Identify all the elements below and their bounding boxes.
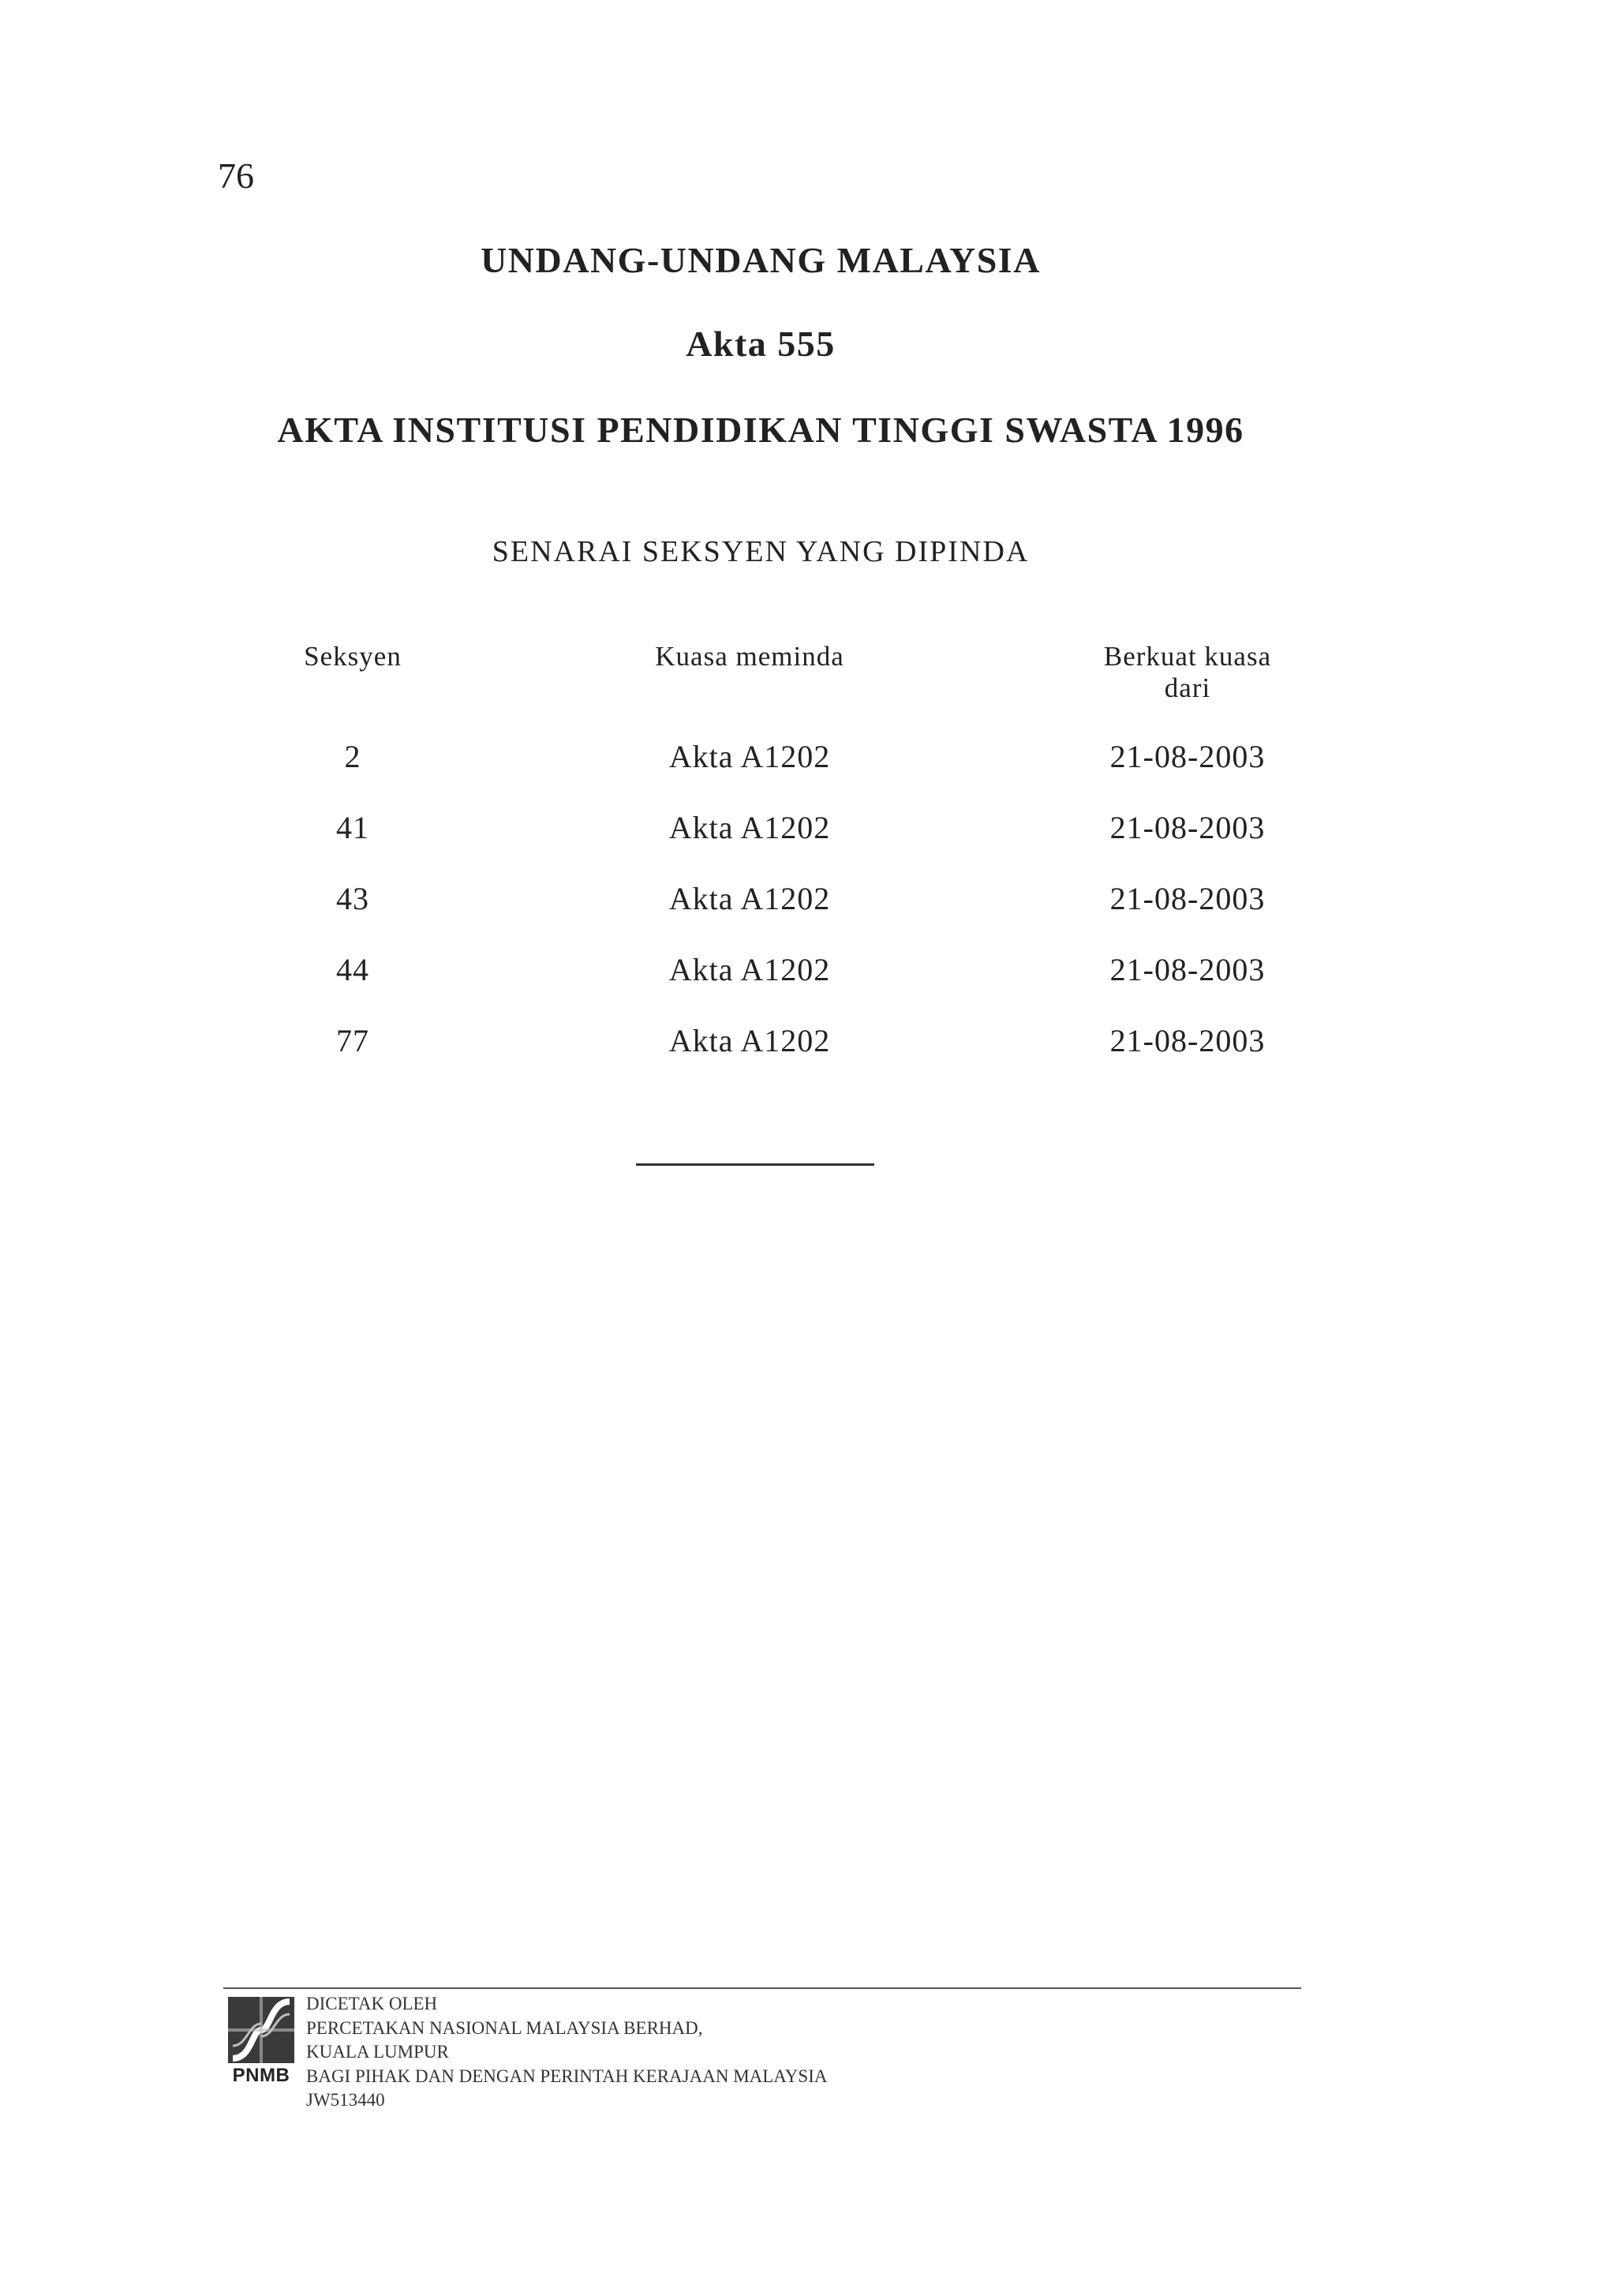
- section-cell: 2: [344, 739, 361, 774]
- column-header-section: Seksyen: [304, 641, 402, 672]
- printer-imprint: [306, 1992, 827, 2113]
- act-name: AKTA INSTITUSI PENDIDIKAN TINGGI SWASTA 1996: [277, 410, 1244, 450]
- column-header-in-force-from: [1073, 641, 1302, 704]
- pnmb-emblem-icon: [228, 1997, 294, 2063]
- end-of-table-divider: [636, 1163, 874, 1166]
- table-row: [0, 1025, 1616, 1073]
- column-header-in-force-from-line1: Berkuat kuasa: [1103, 641, 1272, 672]
- section-cell: 77: [336, 1023, 369, 1058]
- imprint-line: KUALA LUMPUR: [306, 2042, 449, 2062]
- table-row: [0, 883, 1616, 931]
- table-row: [0, 954, 1616, 1002]
- amending-authority-cell: Akta A1202: [668, 1023, 831, 1058]
- imprint-line: BAGI PIHAK DAN DENGAN PERINTAH KERAJAAN MALAYSIA: [306, 2066, 828, 2086]
- law-title: UNDANG-UNDANG MALAYSIA: [481, 240, 1041, 280]
- in-force-date-cell: 21-08-2003: [1109, 739, 1266, 774]
- column-header-in-force-from-line2: dari: [1164, 672, 1211, 703]
- section-cell: 43: [336, 881, 369, 916]
- page-number: 76: [218, 155, 254, 196]
- act-number: Akta 555: [686, 324, 836, 364]
- pnmb-logo: [225, 1997, 297, 2088]
- in-force-date-cell: 21-08-2003: [1109, 810, 1266, 845]
- amending-authority-cell: Akta A1202: [668, 810, 831, 845]
- section-cell: 44: [336, 952, 369, 987]
- amending-authority-cell: Akta A1202: [668, 952, 831, 987]
- imprint-code: JW513440: [306, 2090, 385, 2110]
- table-row: [0, 812, 1616, 860]
- footer-divider: [223, 1987, 1301, 1989]
- in-force-date-cell: 21-08-2003: [1109, 881, 1266, 916]
- imprint-line: DICETAK OLEH: [306, 1994, 438, 2013]
- amending-authority-cell: Akta A1202: [668, 881, 831, 916]
- imprint-line: PERCETAKAN NASIONAL MALAYSIA BERHAD,: [306, 2017, 703, 2038]
- in-force-date-cell: 21-08-2003: [1109, 952, 1266, 987]
- column-header-amending-authority: Kuasa meminda: [655, 641, 844, 672]
- amended-sections-list-title: SENARAI SEKSYEN YANG DIPINDA: [492, 535, 1030, 568]
- section-cell: 41: [336, 810, 369, 845]
- in-force-date-cell: 21-08-2003: [1109, 1023, 1266, 1058]
- table-row: [0, 741, 1616, 788]
- pnmb-logo-text: PNMB: [232, 2065, 290, 2086]
- amending-authority-cell: Akta A1202: [668, 739, 831, 774]
